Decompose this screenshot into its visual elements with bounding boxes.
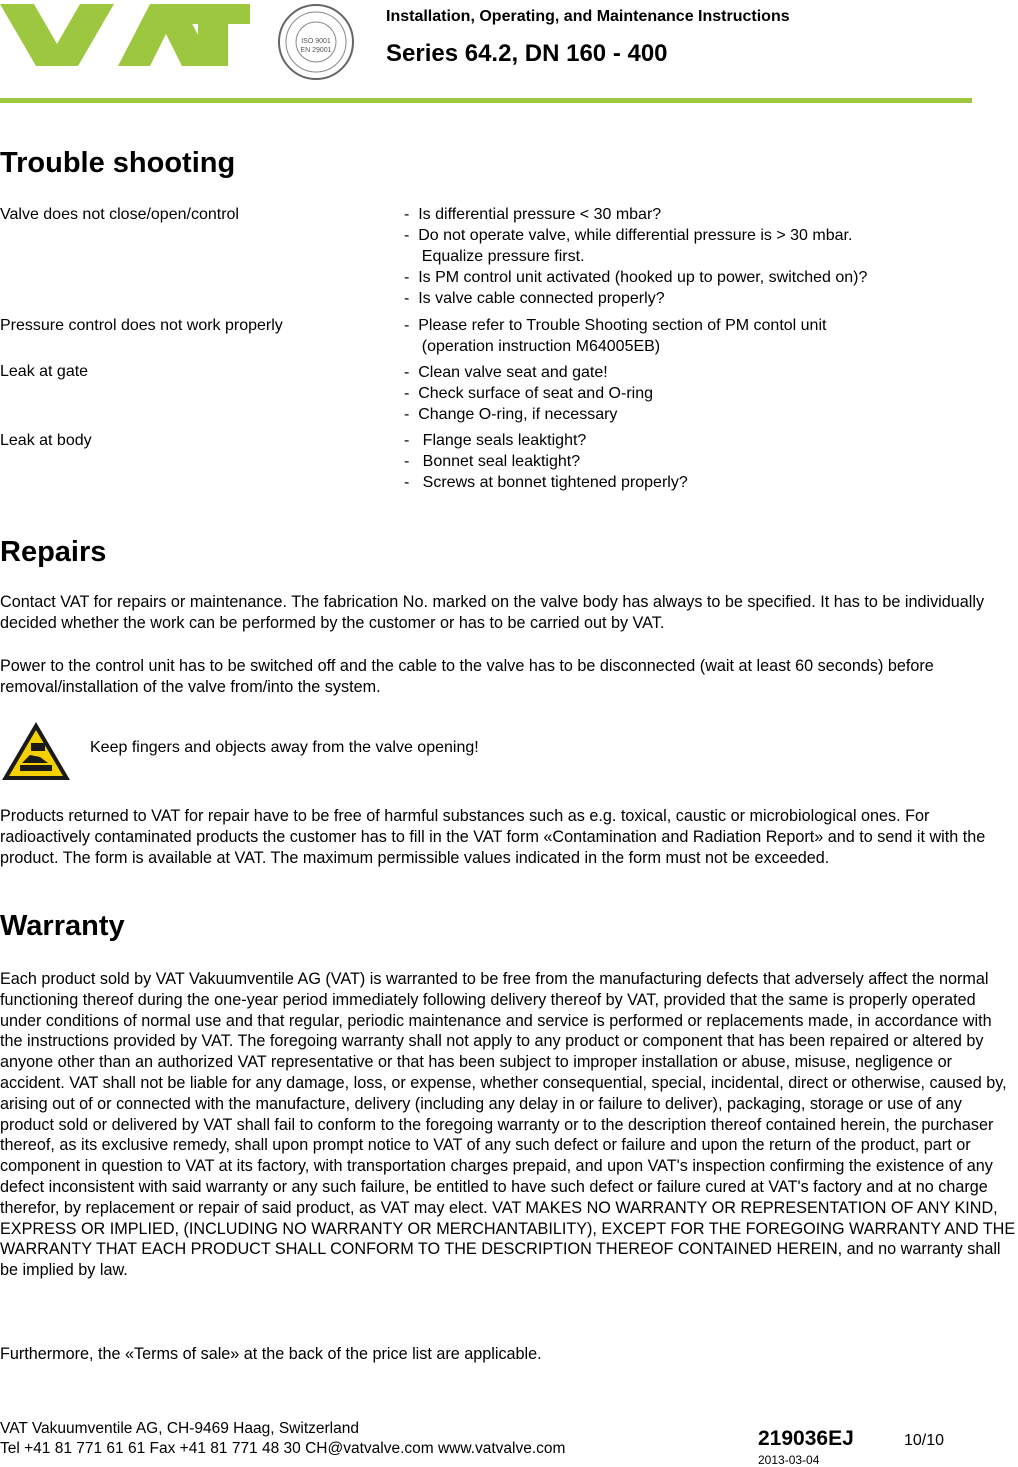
repairs-paragraph: Power to the control unit has to be switched off and the cable to the valve has to be disconnected (wait at least 60 seconds) before removal/installation of the valve from/into the system. bbox=[0, 657, 934, 696]
action-line: - Is differential pressure < 30 mbar? bbox=[404, 206, 662, 223]
action-line: - Clean valve seat and gate! bbox=[404, 364, 608, 381]
warranty-paragraph: Furthermore, the «Terms of sale» at the back of the price list are applicable. bbox=[0, 1345, 542, 1363]
action-line: - Bonnet seal leaktight? bbox=[404, 453, 581, 470]
document-type-title: Installation, Operating, and Maintenance Instructions bbox=[386, 8, 790, 25]
footer-contact: Tel +41 81 771 61 61 Fax +41 81 771 48 30 CH@vatvalve.com www.vatvalve.com bbox=[0, 1440, 566, 1457]
problem-actions bbox=[404, 430, 688, 493]
footer-address: VAT Vakuumventile AG, CH-9469 Haag, Switzerland bbox=[0, 1420, 359, 1437]
series-title: Series 64.2, DN 160 - 400 bbox=[386, 40, 668, 67]
problem-label: Leak at body bbox=[0, 432, 92, 449]
vat-logo bbox=[0, 4, 250, 66]
action-line: - Check surface of seat and O-ring bbox=[404, 385, 653, 402]
document-date: 2013-03-04 bbox=[758, 1453, 820, 1467]
action-line: (operation instruction M64005EB) bbox=[404, 338, 661, 355]
hand-crush-warning-icon bbox=[0, 719, 72, 783]
action-line: - Do not operate valve, while differential pressure is > 30 mbar. bbox=[404, 227, 853, 244]
problem-actions bbox=[404, 315, 826, 357]
problem-label: Leak at gate bbox=[0, 363, 89, 380]
page-number: 10/10 bbox=[904, 1432, 945, 1449]
warning-text: Keep fingers and objects away from the valve opening! bbox=[90, 739, 479, 756]
cert-line-2: EN 29001 bbox=[300, 47, 332, 54]
action-line: - Flange seals leaktight? bbox=[404, 432, 587, 449]
repairs-paragraph: Products returned to VAT for repair have to be free of harmful substances such as e.g. toxical, caustic or microbiological ones. For radioactively contaminated products the customer has to fill in the VAT form «Contamination and Radiation Report» and to send it with the product. The form is available at VAT. The maximum permissible values indicated in the form must not be exceeded. bbox=[0, 807, 986, 867]
action-line: - Screws at bonnet tightened properly? bbox=[404, 474, 688, 491]
troubleshooting-heading: Trouble shooting bbox=[0, 147, 236, 179]
action-line: - Is PM control unit activated (hooked up to power, switched on)? bbox=[404, 269, 868, 286]
document-id: 219036EJ bbox=[758, 1427, 854, 1450]
action-line: Equalize pressure first. bbox=[404, 248, 585, 265]
cert-line-1: ISO 9001 bbox=[301, 38, 331, 45]
warranty-paragraph: Each product sold by VAT Vakuumventile AG (VAT) is warranted to be free from the manufacturing defects that adversely affect the normal functioning thereof during the one-year period immediately following delivery thereof by VAT, provided that the same is properly operated under conditions of normal use and that regular, periodic maintenance and service is performed or replacements made, in accordance with the instructions provided by VAT. The foregoing warranty shall not apply to any product or component that has been repaired or altered by anyone other than an authorized VAT representative or that has been subject to improper installation or abuse, misuse, negligence or accident. VAT shall not be liable for any damage, loss, or expense, whether consequential, special, incidental, direct or otherwise, caused by, arising out of or connected with the manufacture, delivery (including any delay in or failure to deliver), packaging, storage or use of any product sold or delivered by VAT shall fail to conform to the foregoing warranty or to the description thereof contained herein, the purchaser thereof, as its exclusive remedy, shall upon prompt notice to VAT of any such defect or failure and upon the return of the product, part or component in question to VAT at its factory, with transportation charges prepaid, and upon VAT's inspection confirming the existence of any defect inconsistent with said warranty or any such failure, be entitled to have such defect or failure cured at VAT's factory and at no charge therefor, by replacement or repair of said product, as VAT may elect. VAT MAKES NO WARRANTY OR REPRESENTATION OF ANY KIND, EXPRESS OR IMPLIED, (INCLUDING NO WARRANTY OR MERCHANTABILITY), EXCEPT FOR THE FOREGOING WARRANTY AND THE WARRANTY THAT EACH PRODUCT SHALL CONFORM TO THE DESCRIPTION THEREOF CONTAINED HEREIN, and no warranty shall be implied by law. bbox=[0, 970, 1016, 1280]
problem-actions bbox=[404, 204, 867, 309]
problem-actions bbox=[404, 362, 653, 425]
repairs-heading: Repairs bbox=[0, 536, 107, 568]
problem-label: Pressure control does not work properly bbox=[0, 317, 283, 334]
header-divider bbox=[0, 98, 972, 103]
warranty-heading: Warranty bbox=[0, 910, 125, 942]
certification-seal-icon bbox=[276, 2, 356, 82]
action-line: - Please refer to Trouble Shooting section of PM contol unit bbox=[404, 317, 827, 334]
repairs-paragraph: Contact VAT for repairs or maintenance. The fabrication No. marked on the valve body has always to be specified. It has to be individually decided whether the work can be performed by the customer or has to be carried out by VAT. bbox=[0, 593, 985, 632]
problem-label: Valve does not close/open/control bbox=[0, 206, 239, 223]
action-line: - Is valve cable connected properly? bbox=[404, 290, 665, 307]
action-line: - Change O-ring, if necessary bbox=[404, 406, 618, 423]
